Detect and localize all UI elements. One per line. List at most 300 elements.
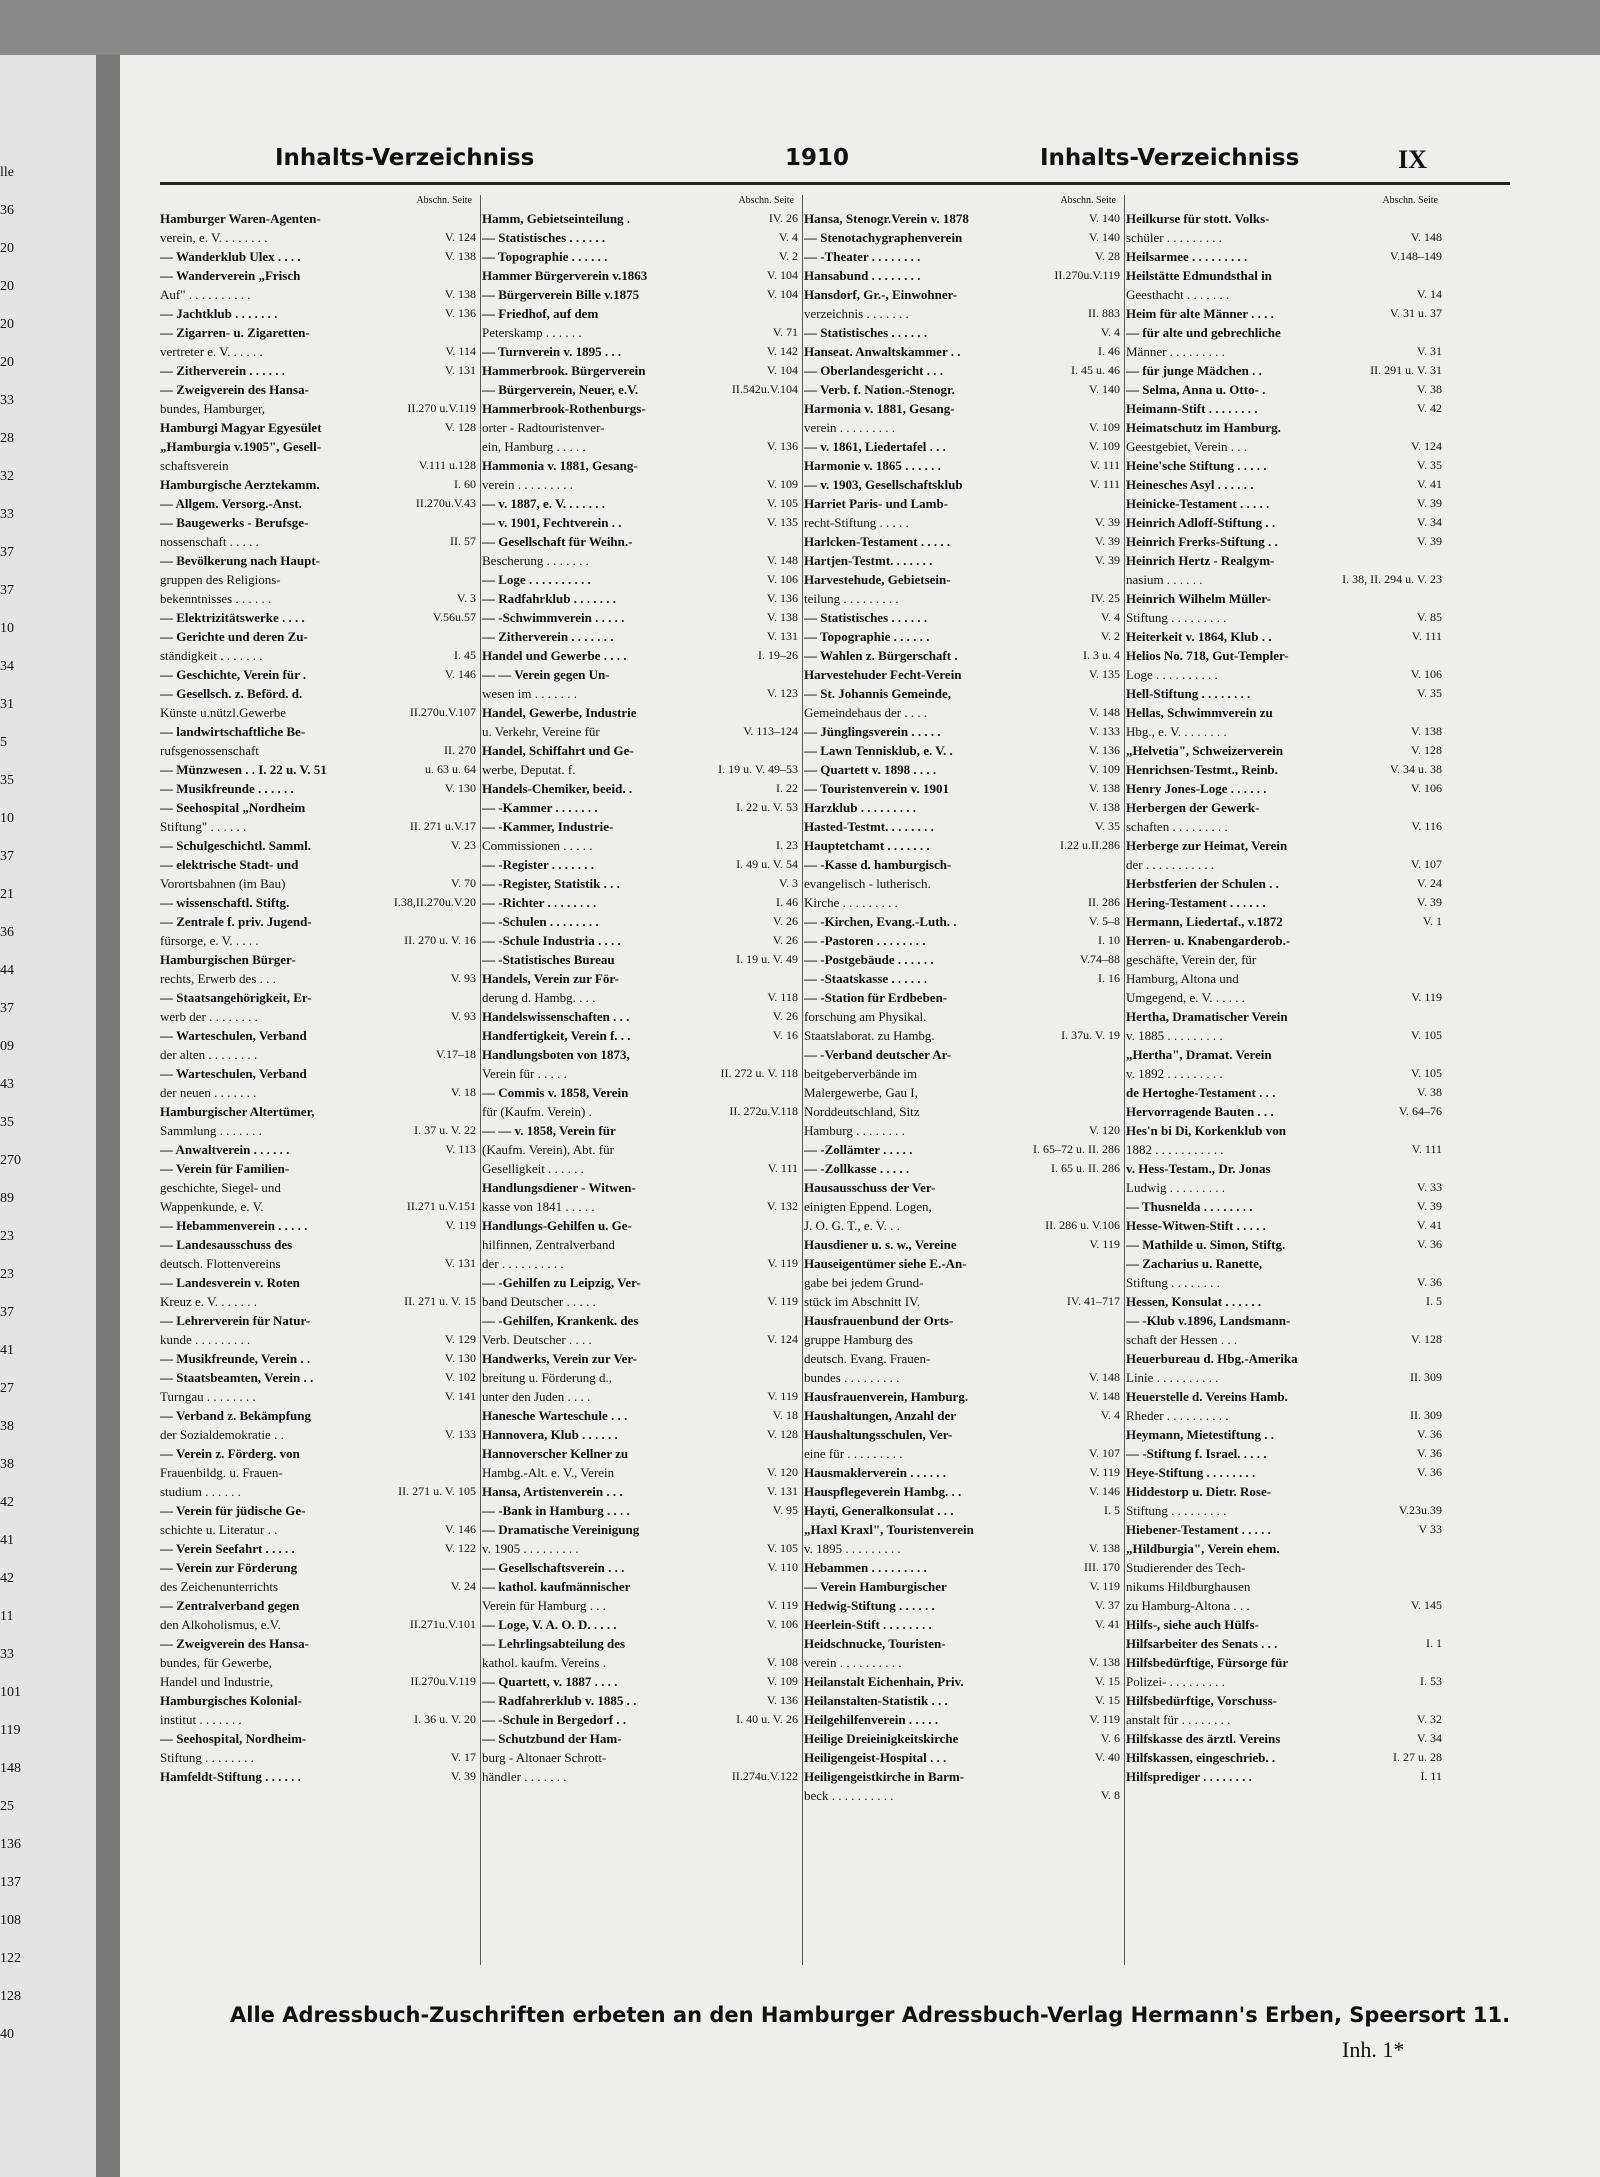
index-entry [160,1064,476,1083]
index-entry [1126,1444,1442,1463]
column-divider [480,195,481,1965]
previous-page-number: 148 [0,1761,21,1776]
entry-reference: V. 38 [1416,1085,1442,1099]
entry-reference: V. 119 [1089,1579,1120,1593]
previous-page-number: 33 [0,393,14,408]
index-entry [1126,1349,1442,1368]
entry-term: — Warteschulen, Verband [160,1066,307,1081]
index-entry [160,380,476,399]
index-entry [804,1102,1120,1121]
index-entry [482,1729,798,1748]
index-entry [482,1311,798,1330]
index-entry [804,399,1120,418]
entry-term: Heuerstelle d. Vereins Hamb. [1126,1389,1288,1404]
index-entry [1126,1748,1442,1767]
entry-reference: V. 111 [1411,629,1442,643]
entry-term: den Alkoholismus, e.V. [160,1617,281,1632]
entry-reference: V. 138 [444,287,476,301]
index-entry [160,266,476,285]
entry-term: für (Kaufm. Verein) . [482,1104,592,1119]
index-entry [482,361,798,380]
entry-term: Harlcken-Testament . . . . . [804,534,951,549]
index-entry [482,1767,798,1786]
index-entry [1126,437,1442,456]
entry-term: bundes . . . . . . . . . [804,1370,900,1385]
entry-reference: II. 286 [1088,895,1120,909]
footer-notice: Alle Adressbuch-Zuschriften erbeten an den Hamburger Adressbuch-Verlag Hermann's Erben, Speersort 11. [230,2003,1511,2027]
index-entry [482,1482,798,1501]
index-entry [160,1729,476,1748]
index-entry [482,589,798,608]
index-entry [160,1045,476,1064]
entry-term: Heiligengeist-Hospital . . . [804,1750,947,1765]
entry-term: — -Schwimmverein . . . . . [482,610,625,625]
index-entry [482,456,798,475]
entry-term: Hbg., e. V. . . . . . . . [1126,724,1227,739]
index-entry [1126,1672,1442,1691]
entry-term: Hermann, Liedertaf., v.1872 [1126,914,1283,929]
column-divider [802,195,803,1965]
entry-reference: V. 110 [767,1560,798,1574]
entry-term: — Quartett v. 1898 . . . . [804,762,937,777]
entry-term: — St. Johannis Gemeinde, [804,686,951,701]
entry-term: verein, e. V. . . . . . . . [160,230,268,245]
entry-term: — -Gehilfen, Krankenk. des [482,1313,639,1328]
entry-reference: V. 8 [1100,1788,1120,1802]
index-entry [804,1482,1120,1501]
entry-term: — v. 1887, e. V. . . . . . . [482,496,606,511]
entry-term: Handlungs-Gehilfen u. Ge- [482,1218,632,1233]
entry-reference: V. 39 [1416,895,1442,909]
index-entry [160,779,476,798]
index-entry [1126,874,1442,893]
index-entry [160,1672,476,1691]
index-entry [1126,456,1442,475]
entry-term: Hammerbrook. Bürgerverein [482,363,646,378]
index-entry [804,950,1120,969]
index-entry [482,1539,798,1558]
index-entry [804,1197,1120,1216]
index-entry [482,209,798,228]
entry-term: Hering-Testament . . . . . . [1126,895,1266,910]
entry-reference: V 33 [1418,1522,1442,1536]
entry-term: Hellas, Schwimmverein zu [1126,705,1273,720]
index-entry [482,1615,798,1634]
entry-term: Heinrich Hertz - Realgym- [1126,553,1275,568]
index-entry [804,266,1120,285]
index-entry [1126,1007,1442,1026]
entry-term: Hansabund . . . . . . . . [804,268,921,283]
index-entry [160,570,476,589]
entry-term: Herren- u. Knabengarderob.- [1126,933,1291,948]
index-entry [482,1748,798,1767]
index-entry [804,437,1120,456]
entry-term: Heine'sche Stiftung . . . . . [1126,458,1267,473]
index-entry [804,836,1120,855]
entry-reference: V. 120 [1088,1123,1120,1137]
index-entry [482,399,798,418]
index-entry [1126,1653,1442,1672]
entry-term: der neuen . . . . . . . [160,1085,257,1100]
entry-reference: I. 36 u. V. 20 [414,1712,476,1726]
index-entry [160,1368,476,1387]
index-entry [482,1254,798,1273]
entry-term: — Selma, Anna u. Otto- . [1126,382,1266,397]
entry-reference: II. 271 u.V.17 [409,819,476,833]
index-entry [804,703,1120,722]
entry-term: forschung am Physikal. [804,1009,927,1024]
entry-term: deutsch. Flottenvereins [160,1256,281,1271]
index-entry [160,1330,476,1349]
index-entry [160,1653,476,1672]
entry-term: Stiftung . . . . . . . . [160,1750,254,1765]
entry-term: Handel, Schiffahrt und Ge- [482,743,634,758]
entry-reference: I. 3 u. 4 [1083,648,1120,662]
entry-reference: II.270u.V.107 [409,705,476,719]
index-entry [804,1273,1120,1292]
index-entry [804,665,1120,684]
index-column-3 [804,195,1120,1965]
index-entry [804,1330,1120,1349]
index-entry [160,1216,476,1235]
index-entry [482,779,798,798]
index-entry [482,1634,798,1653]
index-entry [1126,1311,1442,1330]
entry-term: Stiftung" . . . . . . [160,819,247,834]
entry-term: anstalt für . . . . . . . . [1126,1712,1231,1727]
entry-reference: V. 128 [766,1427,798,1441]
entry-term: Handwerks, Verein zur Ver- [482,1351,638,1366]
index-entry [804,969,1120,988]
entry-term: des Zeichenunterrichts [160,1579,279,1594]
index-entry [1126,912,1442,931]
index-entry [1126,1045,1442,1064]
entry-term: Hervorragende Bauten . . . [1126,1104,1274,1119]
index-entry [160,1349,476,1368]
entry-term: Hasted-Testmt. . . . . . . . [804,819,934,834]
entry-term: Studierender des Tech- [1126,1560,1246,1575]
index-entry [1126,1710,1442,1729]
index-entry [1126,1539,1442,1558]
index-entry [160,1159,476,1178]
entry-term: Geselligkeit . . . . . . [482,1161,584,1176]
index-entry [160,247,476,266]
index-entry [804,247,1120,266]
entry-reference: V. 71 [772,325,798,339]
index-entry [804,304,1120,323]
entry-term: Künste u.nützl.Gewerbe [160,705,286,720]
entry-term: — Schulgeschichtl. Samml. [160,838,311,853]
index-entry [804,1444,1120,1463]
entry-term: — -Kammer, Industrie- [482,819,614,834]
entry-term: Männer . . . . . . . . . [1126,344,1225,359]
entry-reference: II. 270 u. V. 16 [404,933,476,947]
column-head: Abschn. Seite [1060,195,1116,206]
index-entry [482,1653,798,1672]
entry-term: Heilanstalt Eichenhain, Priv. [804,1674,964,1689]
entry-term: Hiebener-Testament . . . . . [1126,1522,1271,1537]
index-entry [804,722,1120,741]
entry-term: — — Verein gegen Un- [482,667,610,682]
entry-term: — -Station für Erdbeben- [804,990,948,1005]
entry-reference: II. 270 [444,743,476,757]
index-entry [160,1501,476,1520]
entry-term: bundes, für Gewerbe, [160,1655,272,1670]
index-entry [160,1444,476,1463]
previous-page-strip [0,55,103,2177]
entry-reference: V. 3 [778,876,798,890]
entry-term: Geesthacht . . . . . . . [1126,287,1230,302]
entry-reference: V. 130 [444,781,476,795]
index-entry [160,285,476,304]
index-entry [482,798,798,817]
index-entry [1126,1767,1442,1786]
index-entry [160,760,476,779]
entry-term: Heilsarmee . . . . . . . . . [1126,249,1248,264]
index-entry [804,1311,1120,1330]
previous-page-number: 128 [0,1989,21,2004]
index-entry [160,1482,476,1501]
entry-term: Herbstferien der Schulen . . [1126,876,1279,891]
previous-page-number: 38 [0,1419,14,1434]
entry-term: — Elektrizitätswerke . . . . [160,610,305,625]
entry-reference: V. 95 [772,1503,798,1517]
index-entry [1126,551,1442,570]
entry-reference: V. 2 [1100,629,1120,643]
entry-term: Hambg.-Alt. e. V., Verein [482,1465,615,1480]
entry-reference: V. 102 [444,1370,476,1384]
entry-term: — Oberlandesgericht . . . [804,363,944,378]
entry-reference: V. 32 [1416,1712,1442,1726]
entry-reference: V.17–18 [435,1047,476,1061]
entry-term: Heinesches Asyl . . . . . . [1126,477,1254,492]
entry-reference: I. 5 [1426,1294,1442,1308]
entry-reference: I. 46 [1098,344,1120,358]
entry-reference: V. 138 [1088,1541,1120,1555]
entry-term: Hamburgisches Kolonial- [160,1693,302,1708]
entry-reference: V. 4 [1100,325,1120,339]
entry-term: Handel und Gewerbe . . . . [482,648,627,663]
entry-term: Hammer Bürgerverein v.1863 [482,268,648,283]
previous-page-number: 10 [0,811,14,826]
entry-term: — Seehospital „Nordheim [160,800,306,815]
index-entry [160,1102,476,1121]
entry-term: fürsorge, e. V. . . . . [160,933,259,948]
directory-page [120,55,1600,2177]
entry-term: nossenschaft . . . . . [160,534,259,549]
entry-term: — Turnverein v. 1895 . . . [482,344,622,359]
previous-page-number: 137 [0,1875,21,1890]
entry-term: Verein für Hamburg . . . [482,1598,606,1613]
entry-term: Sammlung . . . . . . . [160,1123,262,1138]
index-entry [1126,1121,1442,1140]
index-entry [160,836,476,855]
index-entry [482,1178,798,1197]
entry-term: Heim für alte Männer . . . . [1126,306,1274,321]
entry-term: — -Kirchen, Evang.-Luth. . [804,914,957,929]
entry-term: Handlungsdiener - Witwen- [482,1180,636,1195]
index-entry [482,760,798,779]
entry-reference: V. 35 [1416,458,1442,472]
entry-reference: V. 64–76 [1398,1104,1442,1118]
index-entry [804,779,1120,798]
index-entry [482,608,798,627]
index-entry [804,741,1120,760]
index-entry [1126,589,1442,608]
entry-term: Hauseigentümer siehe E.-An- [804,1256,967,1271]
entry-term: — Gesellschaft für Weihn.- [482,534,633,549]
index-entry [804,1349,1120,1368]
entry-term: Harzklub . . . . . . . . . [804,800,916,815]
column-head: Abschn. Seite [738,195,794,206]
entry-term: institut . . . . . . . [160,1712,242,1727]
entry-term: — Lehrlingsabteilung des [482,1636,626,1651]
index-entry [804,1425,1120,1444]
index-entry [160,437,476,456]
entry-reference: V. 140 [1088,211,1120,225]
entry-term: Handlungsboten von 1873, [482,1047,630,1062]
index-entry [1126,1026,1442,1045]
index-entry [160,494,476,513]
index-entry [804,1539,1120,1558]
index-entry [804,608,1120,627]
entry-reference: V. 129 [444,1332,476,1346]
index-entry [1126,760,1442,779]
index-entry [482,741,798,760]
index-entry [482,1596,798,1615]
entry-reference: V. 34 [1416,515,1442,529]
index-entry [160,209,476,228]
index-entry [160,1634,476,1653]
scan-border-top [0,0,1600,55]
entry-reference: V. 33 [1416,1180,1442,1194]
index-entry [804,1235,1120,1254]
index-entry [804,285,1120,304]
index-entry [1126,361,1442,380]
header-rule [160,182,1510,185]
index-entry [804,1767,1120,1786]
entry-term: Hausfrauenverein, Hamburg. [804,1389,969,1404]
entry-term: Haushaltungsschulen, Ver- [804,1427,953,1442]
index-entry [160,608,476,627]
index-entry [804,532,1120,551]
entry-reference: V. 118 [767,990,798,1004]
entry-term: beck . . . . . . . . . . [804,1788,894,1803]
index-entry [482,228,798,247]
entry-term: Hannovera, Klub . . . . . . [482,1427,618,1442]
entry-term: — Zigarren- u. Zigaretten- [160,325,310,340]
entry-term: — Statistisches . . . . . . [804,610,928,625]
entry-reference: I. 45 [454,648,476,662]
entry-term: gruppen des Religions- [160,572,281,587]
index-entry [482,304,798,323]
index-entry [160,798,476,817]
entry-reference: V. 141 [444,1389,476,1403]
previous-page-number: 43 [0,1077,14,1092]
index-entry [160,228,476,247]
entry-term: Norddeutschland, Sitz [804,1104,920,1119]
signature-mark: Inh. 1* [1342,2037,1405,2062]
entry-term: — landwirtschaftliche Be- [160,724,306,739]
entry-term: — Verein zur Förderung [160,1560,298,1575]
index-entry [1126,1463,1442,1482]
entry-reference: V. 35 [1094,819,1120,833]
index-entry [482,817,798,836]
entry-term: Stiftung . . . . . . . . . [1126,1503,1227,1518]
index-entry [1126,836,1442,855]
entry-term: Hausdiener u. s. w., Vereine [804,1237,957,1252]
entry-reference: V. 146 [444,1522,476,1536]
entry-term: breitung u. Förderung d., [482,1370,612,1385]
entry-term: Umgegend, e. V. . . . . . [1126,990,1246,1005]
index-entry [804,817,1120,836]
entry-term: hilfinnen, Zentralverband [482,1237,615,1252]
entry-term: — -Statistisches Bureau [482,952,615,967]
index-entry [1126,608,1442,627]
index-entry [1126,1064,1442,1083]
entry-term: — Staatsangehörigkeit, Er- [160,990,312,1005]
entry-reference: V. 111 [767,1161,798,1175]
entry-term: der alten . . . . . . . . [160,1047,258,1062]
entry-reference: V. 24 [450,1579,476,1593]
entry-term: „Hertha", Dramat. Verein [1126,1047,1272,1062]
entry-term: — Bürgerverein, Neuer, e.V. [482,382,639,397]
entry-reference: I. 22 [776,781,798,795]
entry-term: — Zentrale f. priv. Jugend- [160,914,312,929]
index-entry [804,1558,1120,1577]
entry-reference: V.74–88 [1079,952,1120,966]
entry-reference: V. 41 [1094,1617,1120,1631]
entry-reference: II. 57 [450,534,476,548]
entry-term: — -Kammer . . . . . . . [482,800,598,815]
entry-reference: II.271u.V.101 [409,1617,476,1631]
index-entry [482,1463,798,1482]
entry-term: — Zitherverein . . . . . . [160,363,286,378]
entry-term: v. 1895 . . . . . . . . . [804,1541,901,1556]
entry-reference: V. 42 [1416,401,1442,415]
index-entry [804,361,1120,380]
entry-reference: V. 4 [778,230,798,244]
index-entry [1126,1140,1442,1159]
entry-term: Hanseat. Anwaltskammer . . [804,344,961,359]
entry-reference: V. 133 [444,1427,476,1441]
index-entry [804,1368,1120,1387]
index-entry [482,1102,798,1121]
entry-reference: V. 119 [445,1218,476,1232]
index-entry [804,1216,1120,1235]
column-head: Abschn. Seite [1382,195,1438,206]
entry-term: schüler . . . . . . . . . [1126,230,1223,245]
previous-page-number: lle [0,165,14,180]
entry-term: Hausausschuss der Ver- [804,1180,936,1195]
entry-term: beitgeberverbände im [804,1066,917,1081]
entry-term: — -Register . . . . . . . [482,857,595,872]
entry-reference: I. 53 [1420,1674,1442,1688]
entry-term: — Münzwesen . . I. 22 u. V. 51 [160,762,327,777]
entry-reference: IV. 41–717 [1066,1294,1120,1308]
entry-term: „Hildburgia", Verein ehem. [1126,1541,1280,1556]
header-title-right: Inhalts-Verzeichniss [1040,145,1300,171]
index-entry [160,532,476,551]
entry-reference: V. 114 [445,344,476,358]
entry-term: Hilfs-, siehe auch Hülfs- [1126,1617,1259,1632]
entry-reference: V. 119 [767,1598,798,1612]
index-entry [1126,1387,1442,1406]
index-entry [1126,1235,1442,1254]
index-entry [482,380,798,399]
entry-reference: I. 49 u. V. 54 [736,857,798,871]
entry-term: händler . . . . . . . [482,1769,567,1784]
